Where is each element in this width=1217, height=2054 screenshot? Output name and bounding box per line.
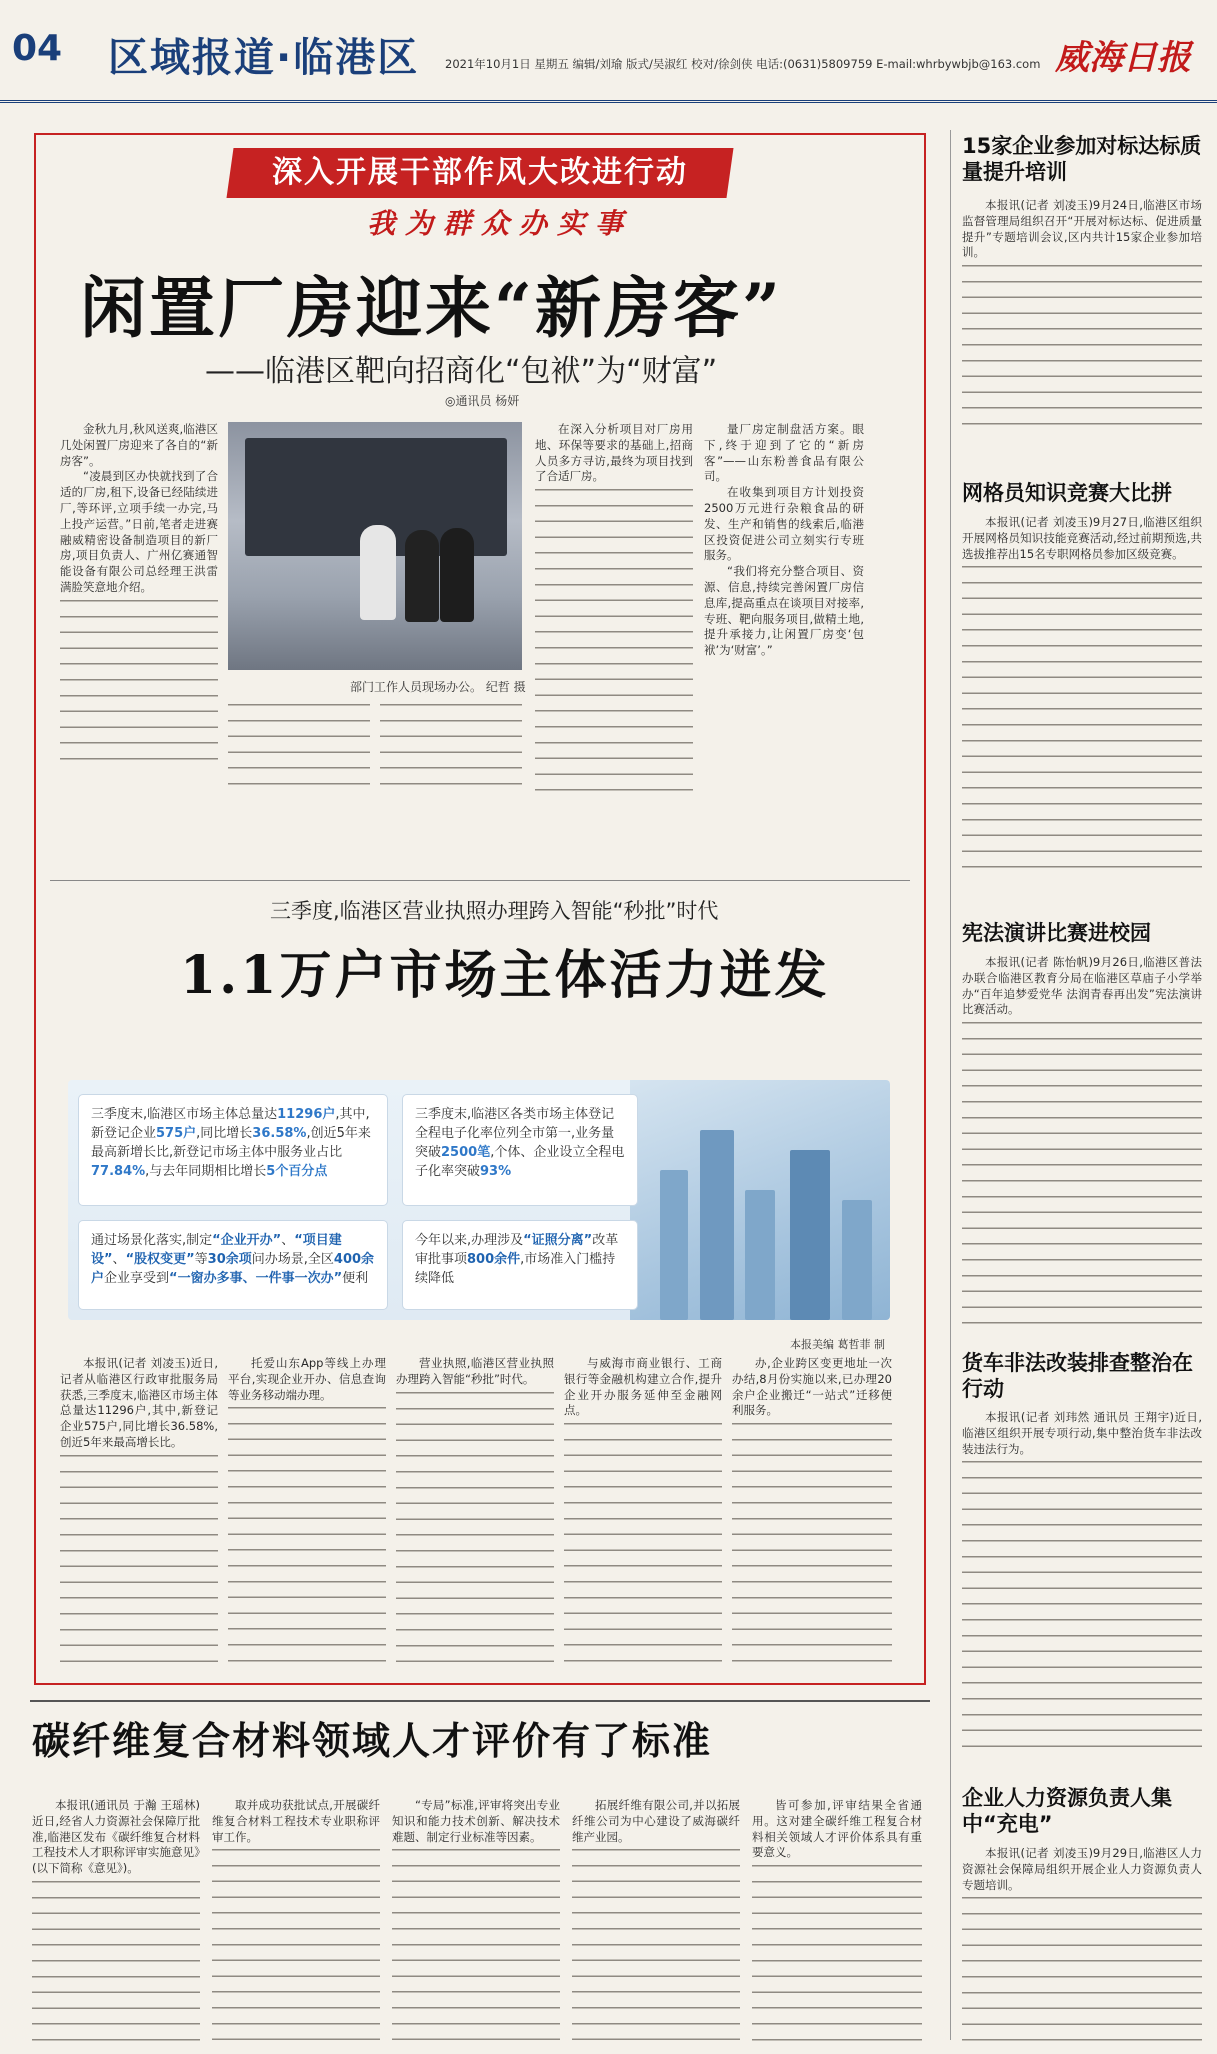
market-infographic	[68, 1080, 890, 1320]
text-continuation	[962, 562, 1202, 882]
carbon-col2-lead: 取并成功获批试点,开展碳纤维复合材料工程技术专业职称评审工作。	[212, 1798, 380, 1844]
text-continuation	[572, 1845, 740, 2048]
sidebar-article-5	[962, 1846, 1202, 2046]
text-continuation	[32, 1877, 200, 2047]
market-column-1	[60, 1356, 218, 1674]
carbon-col1-lead: 本报讯(通讯员 于瀚 王瑶林)近日,经省人力资源社会保障厅批准,临港区发布《碳纤维复合材料工程技术人才职称评审实施意见》(以下简称《意见》)。	[32, 1798, 200, 1876]
feature-column-4	[704, 422, 864, 794]
carbon-column-2	[212, 1798, 380, 2048]
sidebar-lead: 本报讯(记者 刘凌玉)9月29日,临港区人力资源社会保障局组织开展企业人力资源负责人专题培训。	[962, 1846, 1202, 1892]
market-col5-lead: 办,企业跨区变更地址一次办结,8月份实施以来,已办理20余户企业搬迁“一站式”迁移便利服务。	[732, 1356, 892, 1418]
section-divider	[50, 880, 910, 881]
sidebar-headline: 15家企业参加对标达标质量提升培训	[962, 134, 1202, 184]
carbon-column-5	[752, 1798, 922, 2048]
sidebar-lead: 本报讯(记者 刘凌玉)9月27日,临港区组织开展网格员知识技能竞赛活动,经过前期预选,共选拔推荐出15名专职网格员参加区级竞赛。	[962, 515, 1202, 561]
feature-col1-lead: 金秋九月,秋风送爽,临港区几处闲置厂房迎来了各自的“新房客”。	[60, 422, 218, 468]
stat-card-total: 三季度末,临港区市场主体总量达11296户,其中,新登记企业575户,同比增长36.58%,创近5年来最高新增长比,新登记市场主体中服务业占比77.84%,与去年同期相比增长5个百分点	[78, 1094, 388, 1206]
market-column-2	[228, 1356, 386, 1674]
text-continuation	[380, 700, 522, 794]
feature-col2-lead: 在深入分析项目对厂房用地、环保等要求的基础上,招商人员多方寻访,最终为项目找到了合适厂房。	[535, 422, 693, 484]
campaign-slogan: 我为群众办实事	[366, 207, 633, 240]
carbon-column-3	[392, 1798, 560, 2048]
sidebar-rule	[950, 130, 951, 2040]
sidebar-lead: 本报讯(记者 刘凌玉)9月24日,临港区市场监督管理局组织召开“开展对标达标、促进质量提升”专题培训会议,区内共计15家企业参加培训。	[962, 198, 1202, 260]
text-continuation	[564, 1419, 722, 1674]
section-divider	[30, 1700, 930, 1702]
market-col1-lead: 本报讯(记者 刘凌玉)近日,记者从临港区行政审批服务局获悉,三季度末,临港区市场主体总量达11296户,其中,新登记企业575户,同比增长36.58%,创近5年来最高增长比。	[60, 1356, 218, 1449]
sidebar-lead: 本报讯(记者 陈怡帆)9月26日,临港区普法办联合临港区教育分局在临港区草庙子小学举办“百年追梦爱党华 法润青春再出发”宪法演讲比赛活动。	[962, 955, 1202, 1017]
feature-column-2b	[380, 700, 522, 794]
photo-caption: 部门工作人员现场办公。 纪哲 摄	[350, 680, 526, 694]
carbon-col3-lead: “专局”标准,评审将突出专业知识和能力技术创新、解决技术难题、制定行业标准等因素。	[392, 1798, 560, 1844]
campaign-banner-text: 深入开展干部作风大改进行动	[272, 155, 688, 190]
sidebar-headline: 宪法演讲比赛进校园	[962, 921, 1151, 945]
feature-col3-second: 在收集到项目方计划投资2500万元进行杂粮食品的研发、生产和销售的线索后,临港区投资促进公司立刻实行专班服务。	[704, 485, 864, 563]
carbon-col5-lead: 皆可参加,评审结果全省通用。这对建全碳纤维工程复合材料相关领域人才评价体系具有重要意义。	[752, 1798, 922, 1860]
person-figure	[360, 525, 396, 620]
feature-column-3	[535, 422, 693, 794]
text-continuation	[396, 1388, 554, 1668]
sidebar-article-3	[962, 955, 1202, 1335]
market-column-3	[396, 1356, 554, 1674]
building-shape	[660, 1170, 688, 1320]
building-shape	[745, 1190, 775, 1320]
text-continuation	[228, 1403, 386, 1673]
text-continuation	[962, 1018, 1202, 1333]
market-headline: 1.1万户市场主体活力迸发	[180, 945, 830, 1006]
market-col3-lead: 营业执照,临港区营业执照办理跨入智能“秒批”时代。	[396, 1356, 554, 1386]
market-kicker: 三季度,临港区营业执照办理跨入智能“秒批”时代	[270, 899, 719, 923]
feature-col1-second: “凌晨到区办快就找到了合适的厂房,租下,设备已经陆续进厂,等环评,立项手续一办完,马上投产运营。”日前,笔者走进赛融威精密设备制造项目的新厂房,项目负责人、广州亿赛通智能设备有限公司总经理王洪雷满脸笑意地介绍。	[60, 469, 218, 594]
feature-headline: 闲置厂房迎来“新房客”	[80, 269, 783, 347]
text-continuation	[60, 1451, 218, 1674]
person-figure	[405, 530, 439, 622]
sidebar-headline: 企业人力资源负责人集中“充电”	[962, 1786, 1172, 1836]
text-continuation	[228, 700, 370, 794]
text-continuation	[962, 1893, 1202, 2043]
carbon-column-4	[572, 1798, 740, 2048]
carbon-column-1	[32, 1798, 200, 2048]
market-column-5	[732, 1356, 892, 1674]
text-continuation	[962, 261, 1202, 431]
feature-column-1	[60, 422, 218, 794]
market-col4-lead: 与威海市商业银行、工商银行等金融机构建立合作,提升企业开办服务延伸至金融网点。	[564, 1356, 722, 1418]
page-number: 04	[12, 28, 63, 69]
building-shape	[700, 1130, 734, 1320]
text-continuation	[60, 596, 218, 766]
city-illustration	[630, 1080, 890, 1320]
sidebar-article-2	[962, 515, 1202, 910]
text-continuation	[535, 485, 693, 794]
text-continuation	[962, 1457, 1202, 1757]
market-col2-lead: 托爱山东App等线上办理平台,实现企业开办、信息查询等业务移动端办理。	[228, 1356, 386, 1402]
sidebar-headline: 网格员知识竞赛大比拼	[962, 481, 1172, 505]
sidebar-article-1	[962, 198, 1202, 438]
building-shape	[842, 1200, 872, 1320]
stat-card-electronic: 三季度末,临港区各类市场主体登记全程电子化率位列全市第一,业务量突破2500笔,个体、企业设立全程电子化率突破93%	[402, 1094, 638, 1206]
sidebar-lead: 本报讯(记者 刘玮然 通讯员 王翔宇)近日,临港区组织开展专项行动,集中整治货车非法改装违法行为。	[962, 1410, 1202, 1456]
stat-card-reform: 今年以来,办理涉及“证照分离”改革审批事项800余件,市场准入门槛持续降低	[402, 1220, 638, 1310]
person-figure	[440, 528, 474, 622]
newspaper-logo: 威海日报	[1055, 38, 1191, 78]
sidebar-headline: 货车非法改装排查整治在行动	[962, 1351, 1193, 1401]
infographic-credit: 本报美编 葛哲菲 制	[790, 1338, 885, 1351]
text-continuation	[752, 1861, 922, 2048]
text-continuation	[392, 1845, 560, 2045]
issue-meta: 2021年10月1日 星期五 编辑/刘瑜 版式/吴淑红 校对/徐剑侠 电话:(0631)5809759 E-mail:whrbywbjb@163.com	[445, 57, 1041, 71]
carbon-col4-lead: 拓展纤维有限公司,并以拓展纤维公司为中心建设了威海碳纤维产业园。	[572, 1798, 740, 1844]
stat-card-scenario: 通过场景化落实,制定“企业开办”、“项目建设”、“股权变更”等30余项问办场景,全区400余户企业享受到“一窗办多事、一件事一次办”便利	[78, 1220, 388, 1310]
text-continuation	[732, 1419, 892, 1669]
feature-quote: “我们将充分整合项目、资源、信息,持续完善闲置厂房信息库,提高重点在谈项目对接率,专班、靶向服务项目,做精土地,提升承接力,让闲置厂房变‘包袱’为‘财富’。”	[704, 564, 864, 658]
feature-column-2a	[228, 700, 370, 794]
feature-subhead: ——临港区靶向招商化“包袱”为“财富”	[205, 354, 718, 389]
carbon-headline: 碳纤维复合材料领域人才评价有了标准	[32, 1718, 713, 1763]
feature-byline: ◎通讯员 杨妍	[445, 394, 520, 408]
section-title: 区域报道·临港区	[108, 35, 420, 81]
text-continuation	[212, 1845, 380, 2048]
building-shape	[790, 1150, 830, 1320]
sidebar-article-4	[962, 1410, 1202, 1760]
feature-col3-lead: 量厂房定制盘活方案。眼下,终于迎到了它的“新房客”——山东粉善食品有限公司。	[704, 422, 864, 484]
market-column-4	[564, 1356, 722, 1674]
